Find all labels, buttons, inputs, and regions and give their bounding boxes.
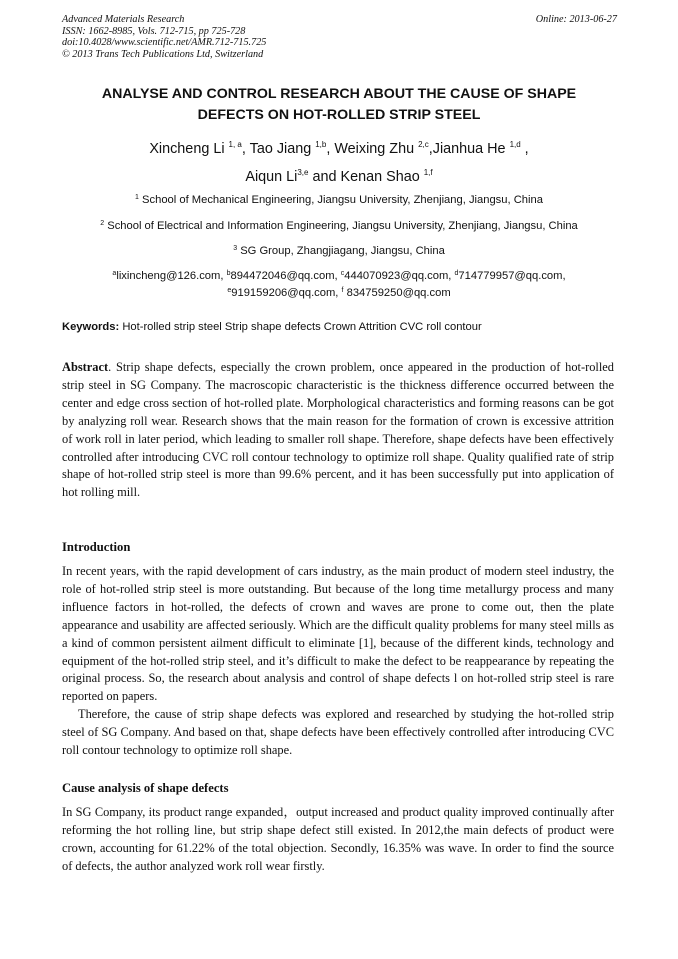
author-name: Tao Jiang <box>249 141 312 157</box>
title-line-2: DEFECTS ON HOT-ROLLED STRIP STEEL <box>197 107 481 123</box>
author-name: Kenan Shao <box>340 169 420 185</box>
author-name: Aiqun Li <box>245 169 298 185</box>
introduction-paragraph-2: Therefore, the cause of strip shape defects was explored and researched by studying the hot-rolled strip steel of SG Company. And based on that, shape defects have been effectively controlled after introducing CVC roll contour technology to optimize roll shape. <box>62 707 614 757</box>
affiliation-number: 2 <box>100 220 105 227</box>
journal-name: Advanced Materials Research <box>62 14 185 25</box>
email-b[interactable]: 894472046@qq.com, <box>230 270 338 282</box>
author-affil-mark: 1,b <box>315 140 327 149</box>
abstract-text: . Strip shape defects, especially the crown problem, once appeared in the production of hot-rolled strip steel in SG Company. The macroscopic characteristic is the thickness difference occurred between the center and edge cross section of hot-rolled plate. Morphological characteristics and forming reasons can be got by analyzing roll wear. Research shows that the main reason for the formation of crown is excessive attrition of work roll in later period, which leading to smaller roll shape. Therefore, shape defects have been effectively controlled after introducing CVC roll contour technology to optimize roll shape. Quality qualified rate of strip shape of hot-rolled strip steel is more than 99.6% percent, and it has been successfully put into application of hot rolling mill. <box>62 360 614 500</box>
author-conjunction: and <box>312 169 337 185</box>
author-name: Weixing Zhu <box>334 141 415 157</box>
affiliation-text: School of Mechanical Engineering, Jiangsu University, Zhenjiang, Jiangsu, China <box>142 194 543 206</box>
email-e[interactable]: 919159206@qq.com, <box>231 287 339 299</box>
affiliation-2 <box>40 219 638 234</box>
copyright-line: © 2013 Trans Tech Publications Ltd, Switzerland <box>62 48 264 60</box>
journal-header <box>62 14 617 60</box>
author-affil-mark: 1, a <box>228 140 242 149</box>
abstract <box>62 359 614 502</box>
author-name: Jianhua He <box>432 141 506 157</box>
section-heading-introduction: Introduction <box>62 540 131 554</box>
section-heading-cause-analysis: Cause analysis of shape defects <box>62 781 229 795</box>
author-affil-mark: 1,d <box>509 140 521 149</box>
affiliation-3 <box>40 244 638 259</box>
affiliation-number: 1 <box>135 194 139 201</box>
affiliation-text: School of Electrical and Information Engineering, Jiangsu University, Zhenjiang, Jiangsu, China <box>107 220 578 232</box>
affiliation-1 <box>40 193 638 208</box>
issn-line: ISSN: 1662-8985, Vols. 712-715, pp 725-728 <box>62 25 246 37</box>
email-list <box>40 268 638 302</box>
online-date: Online: 2013-06-27 <box>535 14 617 25</box>
email-a[interactable]: lixincheng@126.com, <box>116 270 224 282</box>
email-d[interactable]: 714779957@qq.com, <box>458 270 566 282</box>
keywords-text: Hot-rolled strip steel Strip shape defects Crown Attrition CVC roll contour <box>122 321 482 333</box>
keywords-label: Keywords: <box>62 321 120 333</box>
author-affil-mark: 2,c <box>418 140 429 149</box>
introduction-paragraph-1: In recent years, with the rapid development of cars industry, as the main product of modern steel industry, the role of hot-rolled strip steel is more outstanding. But because of the long time metallurgy process and many influence factors in hot-rolled, the defects of crown and waves are prone to come out, then the plate appearance and usability are affected seriously. Which are the difficult quality problems for many steel mills as a kind of common persistent ailment difficult to eliminate [1], because of the different kinds, technology and equipment of the hot-rolled strip steel, and it’s difficult to make the defect to be reappearance by repeating the original process. So, the research about analysis and control of shape defects l on hot-rolled strip steel is rare reported on papers. <box>62 564 614 704</box>
doi-line: doi:10.4028/www.scientific.net/AMR.712-715.725 <box>62 37 267 49</box>
title-line-1: ANALYSE AND CONTROL RESEARCH ABOUT THE CAUSE OF SHAPE <box>101 86 577 102</box>
email-f[interactable]: 834759250@qq.com <box>346 287 451 299</box>
author-affil-mark: 3,e <box>297 168 309 177</box>
cause-analysis-paragraph-1: In SG Company, its product range expanded，output increased and product quality improved continually after reforming the hot rolling line, but strip shape defect still existed. In 2012,the main defects of product were crown, accounting for 61.22% of the total objection. Secondly, 16.35% was wave. In order to find the source of defects, the author analyzed work roll wear firstly. <box>62 805 614 873</box>
email-line-2: $^e$919159206@qq.com, $^f$ 834759250@qq.com <box>227 287 451 299</box>
author-line-2 <box>40 163 638 191</box>
affiliation-number: 3 <box>233 245 238 252</box>
abstract-label: Abstract <box>62 360 109 374</box>
author-list <box>40 135 638 191</box>
paper-title <box>40 84 638 126</box>
keywords <box>62 321 622 333</box>
author-affil-mark: 1,f <box>423 168 433 177</box>
email-line-1: $^a$lixincheng@126.com, $^b$894472046@qq.com, $^c$444070923@qq.com, $^d$714779957@qq.com, <box>112 270 566 282</box>
affiliation-text: SG Group, Zhangjiagang, Jiangsu, China <box>240 245 445 257</box>
email-c[interactable]: 444070923@qq.com, <box>344 270 452 282</box>
author-name: Xincheng Li <box>149 141 225 157</box>
author-line-1: Xincheng Li $^{1, a}$, Tao Jiang $^{1,b}$, Weixing Zhu $^{2,c}$,Jianhua He $^{1,d}$ , <box>149 140 529 157</box>
